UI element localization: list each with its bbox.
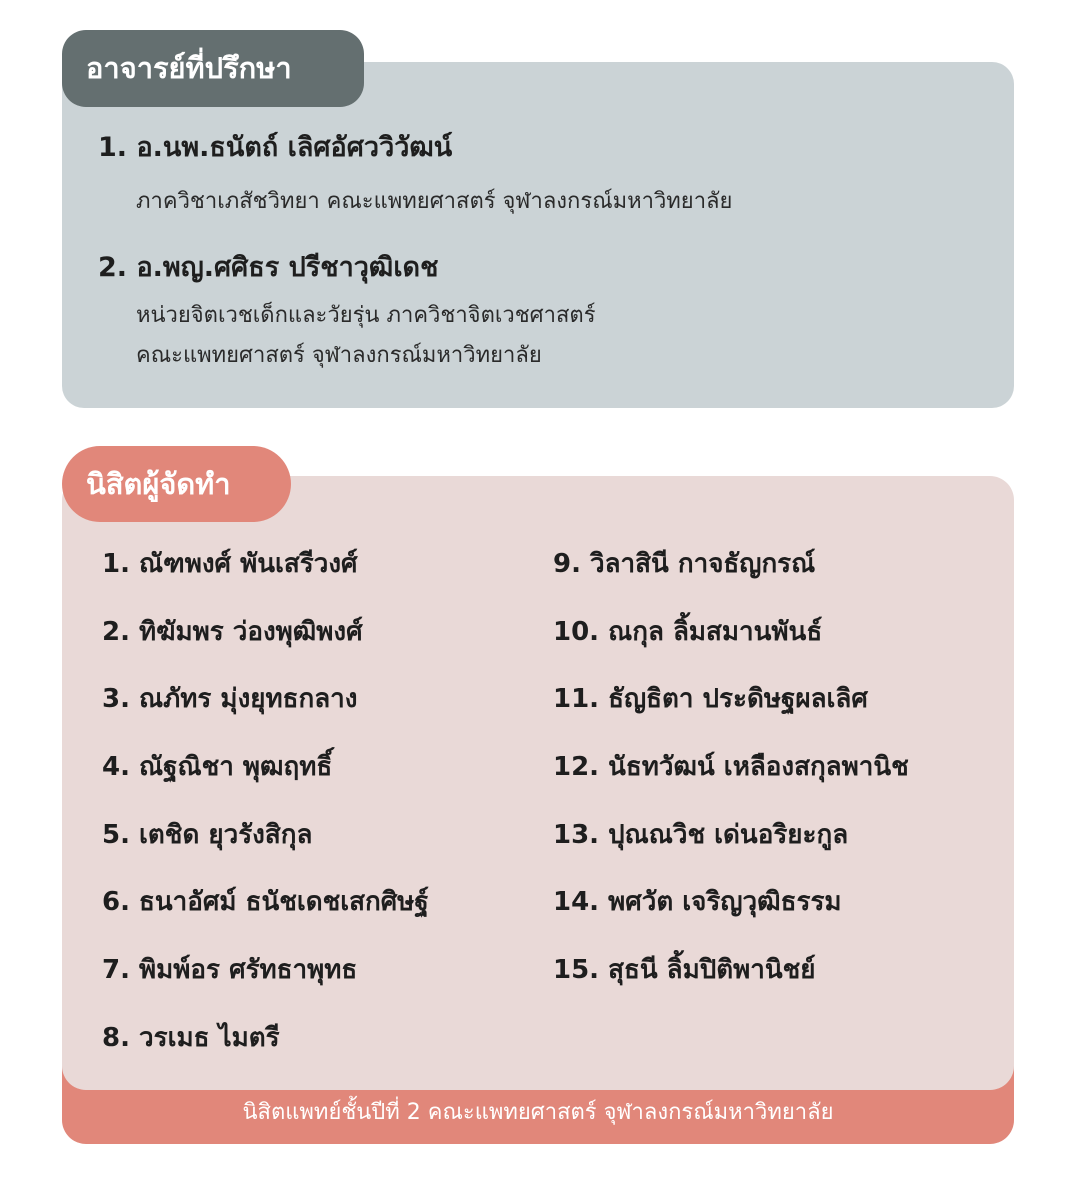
list-item: 13. ปุณณวิช เด่นอริยะกูล [553, 819, 849, 850]
students-heading: นิสิตผู้จัดทำ [62, 446, 291, 522]
list-item: 4. ณัฐณิชา พุฒฤทธิ์ [102, 752, 333, 783]
students-footer-text: นิสิตแพทย์ชั้นปีที่ 2 คณะแพทยศาสตร์ จุฬาลงกรณ์มหาวิทยาลัย [242, 1100, 834, 1125]
list-item: 1. ณัฑพงศ์ พันเสรีวงศ์ [102, 549, 358, 579]
advisor-2 [98, 248, 596, 376]
list-item: 14. พศวัต เจริญวุฒิธรรม [553, 887, 842, 918]
list-item: 2. ทิฆัมพร ว่องพุฒิพงศ์ [102, 616, 363, 647]
advisor-1-affiliation: ภาควิชาเภสัชวิทยา คณะแพทยศาสตร์ จุฬาลงกรณ์มหาวิทยาลัย [136, 189, 733, 214]
students-list-right [553, 541, 909, 1015]
list-item: 11. ธัญธิตา ประดิษฐผลเลิศ [553, 684, 868, 715]
list-item: 3. ณภัทร มุ่งยุทธกลาง [102, 684, 358, 715]
advisors-heading: อาจารย์ที่ปรึกษา [62, 30, 364, 107]
list-item: 12. นัธทวัฒน์ เหลืองสกุลพานิช [553, 752, 909, 783]
advisor-2-affiliation-line-2: คณะแพทยศาสตร์ จุฬาลงกรณ์มหาวิทยาลัย [136, 343, 542, 368]
list-item: 7. พิมพ์อร ศรัทธาพุทธ [102, 955, 358, 986]
list-item: 10. ณกุล ลิ้มสมานพันธ์ [553, 616, 823, 647]
advisor-2-name: 2. อ.พญ.ศศิธร ปรีชาวุฒิเดช [98, 252, 439, 283]
students-list-left [102, 541, 429, 1083]
list-item: 9. วิลาสินี กาจธัญกรณ์ [553, 549, 816, 579]
advisor-1 [98, 128, 732, 222]
list-item: 5. เตชิด ยุวรังสิกุล [102, 819, 313, 850]
list-item: 15. สุธนี ลิ้มปิติพานิชย์ [553, 955, 816, 986]
advisor-2-affiliation-line-1: หน่วยจิตเวชเด็กและวัยรุ่น ภาควิชาจิตเวชศาสตร์ [136, 303, 596, 328]
advisor-1-name: 1. อ.นพ.ธนัตถ์ เลิศอัศววิวัฒน์ [98, 132, 453, 163]
list-item: 6. ธนาอัศม์ ธนัชเดชเสกศิษฐ์ [102, 887, 429, 918]
list-item: 8. วรเมธ ไมตรี [102, 1022, 280, 1053]
